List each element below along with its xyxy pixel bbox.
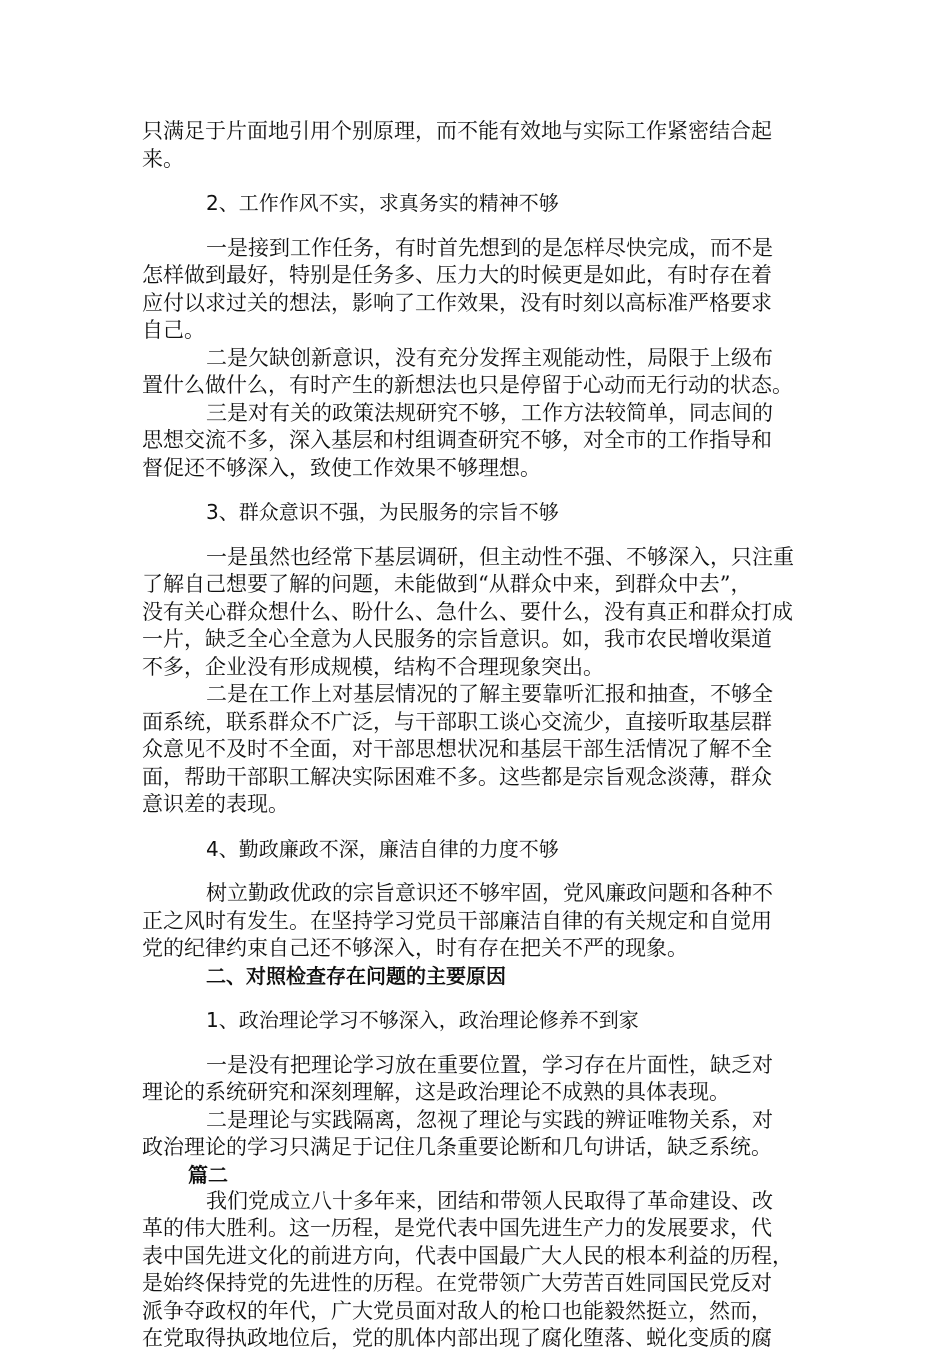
text-line: 一是没有把理论学习放在重要位置，学习存在片面性，缺乏对 [206, 1052, 773, 1077]
text-line: 表中国先进文化的前进方向，代表中国最广大人民的根本利益的历程， [142, 1243, 793, 1268]
paragraph [142, 400, 810, 483]
subheading-2: 2、工作作风不实，求真务实的精神不够 [206, 191, 559, 215]
text-line: 是始终保持党的先进性的历程。在党带领广大劳苦百姓同国民党反对 [142, 1271, 772, 1295]
section-heading: 二、对照检查存在问题的主要原因 [206, 963, 506, 988]
text-line: 面，帮助干部职工解决实际困难不多。这些都是宗旨观念淡薄，群众 [142, 764, 772, 789]
text-line: 一是虽然也经常下基层调研，但主动性不强、不够深入，只注重 [206, 544, 794, 569]
text-line: 众意见不及时不全面，对干部思想状况和基层干部生活情况了解不全 [142, 737, 772, 761]
text-line: 正之风时有发生。在坚持学习党员干部廉洁自律的有关规定和自觉用 [142, 908, 772, 933]
text-line: 党的纪律约束自己还不够深入，时有存在把关不严的现象。 [142, 936, 688, 960]
text-line: 二是理论与实践隔离，忽视了理论与实践的辨证唯物关系，对 [206, 1107, 773, 1132]
paragraph [142, 235, 810, 345]
paragraph [142, 1107, 810, 1162]
paragraph [142, 544, 810, 682]
paragraph [142, 1188, 810, 1353]
text-line: 一是接到工作任务，有时首先想到的是怎样尽快完成，而不是 [206, 235, 773, 260]
text-line: 我们党成立八十多年来，团结和带领人民取得了革命建设、改 [206, 1188, 773, 1213]
text-line: 在党取得执政地位后，党的肌体内部出现了腐化堕落、蜕化变质的腐 [142, 1326, 772, 1350]
text-line: 只满足于片面地引用个别原理，而不能有效地与实际工作紧密结合起 [142, 119, 772, 143]
document-body [142, 118, 810, 1353]
paragraph [142, 880, 810, 963]
text-line: 来。 [142, 146, 184, 171]
subheading-1: 1、政治理论学习不够深入，政治理论修养不到家 [206, 1008, 639, 1032]
text-line: 了解自己想要了解的问题，未能做到“从群众中来，到群众中去”， [142, 572, 752, 596]
text-line: 置什么做什么，有时产生的新想法也只是停留于心动而无行动的状态。 [142, 373, 793, 397]
text-line: 意识差的表现。 [142, 792, 289, 816]
text-line: 没有关心群众想什么、盼什么、急什么、要什么，没有真正和群众打成 [142, 599, 793, 624]
article-label: 篇二 [188, 1162, 228, 1187]
text-line: 不多，企业没有形成规模，结构不合理现象突出。 [142, 654, 604, 679]
text-line: 理论的系统研究和深刻理解，这是政治理论不成熟的具体表现。 [142, 1080, 730, 1104]
text-line: 自己。 [142, 318, 205, 342]
text-line: 督促还不够深入，致使工作效果不够理想。 [142, 455, 541, 480]
text-line: 三是对有关的政策法规研究不够，工作方法较简单，同志间的 [206, 400, 773, 425]
text-line: 二是欠缺创新意识，没有充分发挥主观能动性，局限于上级布 [206, 345, 773, 370]
text-line: 树立勤政优政的宗旨意识还不够牢固，党风廉政问题和各种不 [206, 881, 773, 905]
text-line: 派争夺政权的年代，广大党员面对敌人的枪口也能毅然挺立，然而， [142, 1298, 772, 1323]
subheading-4: 4、勤政廉政不深，廉洁自律的力度不够 [206, 836, 559, 861]
paragraph [142, 345, 810, 400]
paragraph [142, 1052, 810, 1107]
text-line: 面系统，联系群众不广泛，与干部职工谈心交流少，直接听取基层群 [142, 709, 772, 734]
text-line: 革的伟大胜利。这一历程，是党代表中国先进生产力的发展要求，代 [142, 1216, 772, 1240]
text-line: 二是在工作上对基层情况的了解主要靠听汇报和抽查，不够全 [206, 682, 773, 706]
text-line: 政治理论的学习只满足于记住几条重要论断和几句讲话，缺乏系统。 [142, 1135, 772, 1159]
text-line: 怎样做到最好，特别是任务多、压力大的时候更是如此，有时存在着 [142, 263, 772, 287]
paragraph [142, 681, 810, 819]
text-line: 应付以求过关的想法，影响了工作效果，没有时刻以高标准严格要求 [142, 290, 772, 315]
text-line: 思想交流不多，深入基层和村组调查研究不够，对全市的工作指导和 [142, 428, 772, 452]
text-line: 一片，缺乏全心全意为人民服务的宗旨意识。如，我市农民增收渠道 [142, 627, 772, 651]
paragraph-continuation [142, 118, 810, 173]
subheading-3: 3、群众意识不强，为民服务的宗旨不够 [206, 500, 559, 524]
